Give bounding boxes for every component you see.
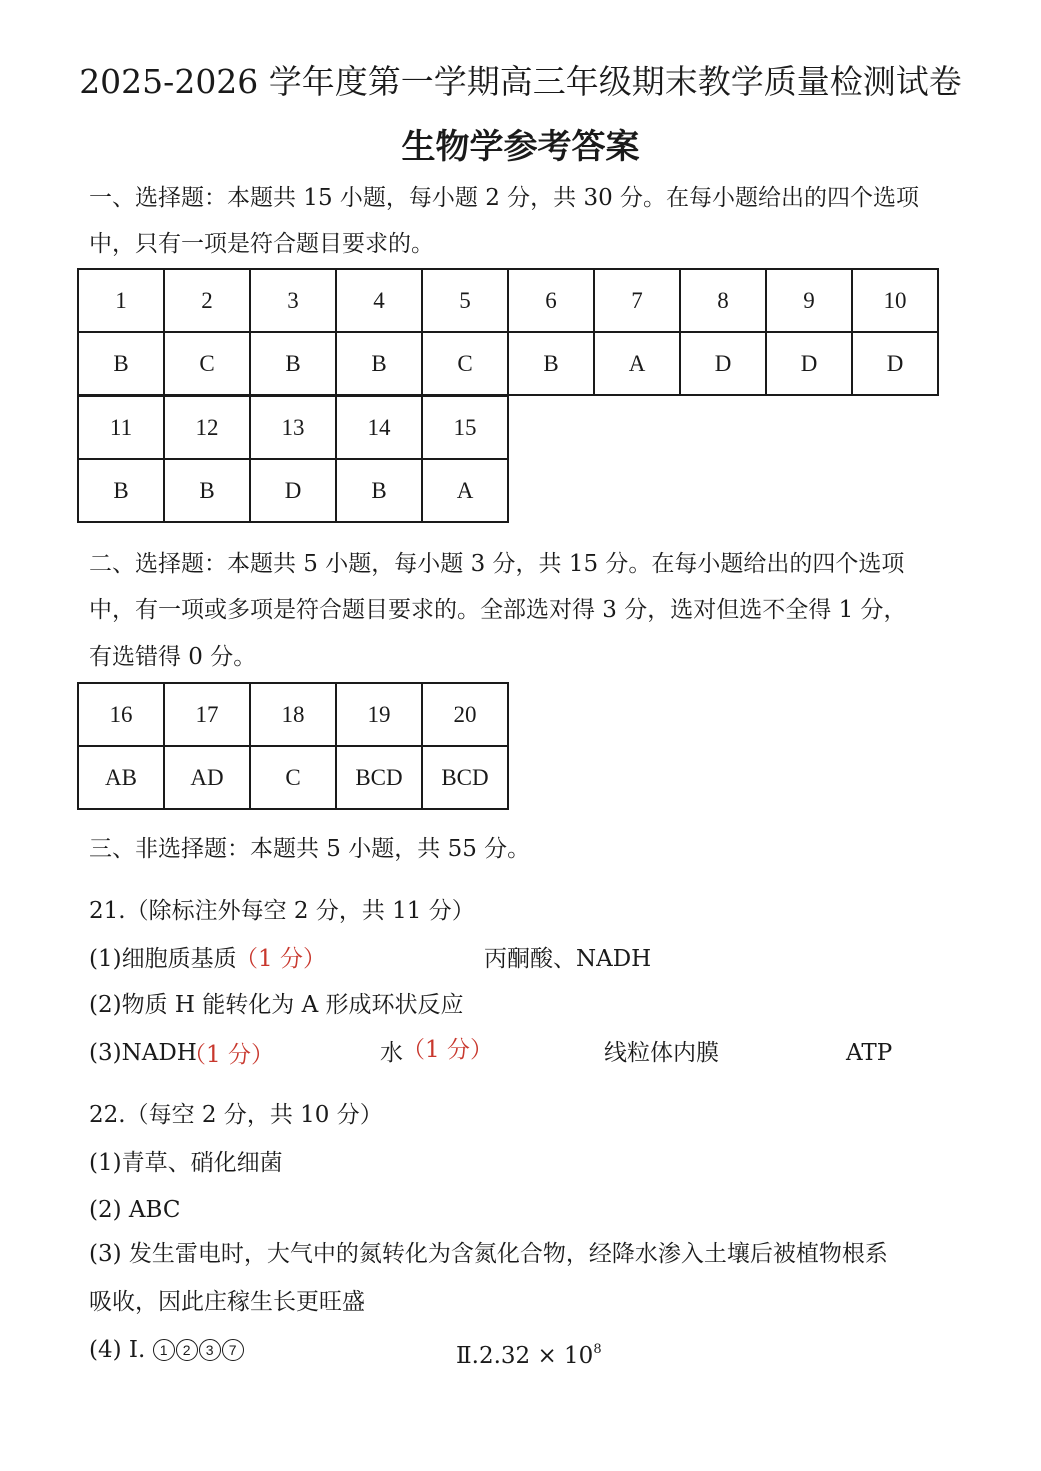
q22-answer-1: (1)青草、硝化细菌 [89,1150,283,1176]
question-number-cell: 1 [78,269,164,332]
question-number-cell: 11 [78,396,164,459]
answer-cell: AB [78,746,164,809]
answer-cell: D [680,332,766,395]
q21-answer-1: (1)细胞质基质 [89,946,237,972]
table-row-numbers [78,269,938,332]
question-number-cell: 6 [508,269,594,332]
table-row-answers [78,459,508,522]
q22-answer-4-value: Ⅱ.2.32 × 10 [456,1343,594,1369]
question-number-cell: 9 [766,269,852,332]
question-number-cell: 18 [250,683,336,746]
q22-answer-4-exponent: 8 [593,1342,602,1357]
answer-cell: A [422,459,508,522]
q22-answer-3-line1: (3) 发生雷电时，大气中的氮转化为含氮化合物，经降水渗入土壤后被植物根系 [89,1241,888,1267]
answer-cell: D [766,332,852,395]
answer-cell: B [508,332,594,395]
question-number-cell: 8 [680,269,766,332]
section1-answer-table-2 [77,395,509,523]
q21-answer-3-part2: 水 [380,1040,403,1066]
answer-cell: B [250,332,336,395]
question-number-cell: 16 [78,683,164,746]
answer-cell: D [852,332,938,395]
answer-cell: D [250,459,336,522]
q21-answer-3-part3: 线粒体内膜 [604,1040,719,1066]
question-number-cell: 4 [336,269,422,332]
question-number-cell: 13 [250,396,336,459]
table-row-numbers [78,396,508,459]
question-number-cell: 5 [422,269,508,332]
q21-answer-2: (2)物质 H 能转化为 A 形成环状反应 [89,992,464,1018]
answer-cell: C [164,332,250,395]
q22-answer-4-label: (4) Ⅰ. [89,1337,146,1363]
question-number-cell: 14 [336,396,422,459]
circled-number: 2 [176,1339,198,1361]
answer-cell: B [336,459,422,522]
table-row-answers [78,746,508,809]
answer-cell: A [594,332,680,395]
question-number-cell: 15 [422,396,508,459]
answer-cell: BCD [336,746,422,809]
section1-desc-line2: 中，只有一项是符合题目要求的。 [89,231,434,257]
section1-desc-line1: 一、选择题：本题共 15 小题，每小题 2 分，共 30 分。在每小题给出的四个选项 [89,185,920,211]
q22-answer-3-line2: 吸收，因此庄稼生长更旺盛 [89,1289,365,1315]
answer-cell: B [336,332,422,395]
circled-number: 1 [153,1339,175,1361]
question-number-cell: 19 [336,683,422,746]
question-number-cell: 2 [164,269,250,332]
answer-cell: B [78,459,164,522]
answer-cell: C [250,746,336,809]
answer-cell: AD [164,746,250,809]
q22-answer-4-part2 [456,1327,602,1379]
document-title: 2025-2026 学年度第一学期高三年级期末教学质量检测试卷 [79,62,962,101]
table-row-numbers [78,683,508,746]
q21-answer-1-score-mark: （1 分） [235,946,326,972]
section2-desc-line2: 中，有一项或多项是符合题目要求的。全部选对得 3 分，选对但选不全得 1 分， [89,597,907,623]
q22-answer-2: (2) ABC [89,1197,181,1223]
section1-answer-table-1 [77,268,939,396]
section2-answer-table [77,682,509,810]
question-number-cell: 20 [422,683,508,746]
question-number-cell: 7 [594,269,680,332]
q22-header: 22.（每空 2 分，共 10 分） [89,1102,383,1128]
answer-cell: B [164,459,250,522]
q21-answer-1-part2: 丙酮酸、NADH [484,946,652,972]
q21-header: 21.（除标注外每空 2 分，共 11 分） [89,898,475,924]
question-number-cell: 12 [164,396,250,459]
question-number-cell: 17 [164,683,250,746]
answer-cell: BCD [422,746,508,809]
circled-number: 3 [199,1339,221,1361]
section3-desc: 三、非选择题：本题共 5 小题，共 55 分。 [89,836,531,862]
q21-answer-3-score-mark: （1 分） [183,1042,274,1068]
section2-desc-line3: 有选错得 0 分。 [89,644,257,670]
section2-desc-line1: 二、选择题：本题共 5 小题，每小题 3 分，共 15 分。在每小题给出的四个选项 [89,551,905,577]
q21-answer-3-score-mark-2: （1 分） [402,1037,493,1063]
document-subtitle: 生物学参考答案 [401,127,640,167]
answer-cell: B [78,332,164,395]
question-number-cell: 3 [250,269,336,332]
q22-answer-4 [89,1327,245,1373]
q21-answer-3-part4: ATP [846,1040,893,1066]
circled-number: 7 [222,1339,244,1361]
q21-answer-3: (3)NADH [89,1040,197,1066]
table-row-answers [78,332,938,395]
question-number-cell: 10 [852,269,938,332]
answer-cell: C [422,332,508,395]
